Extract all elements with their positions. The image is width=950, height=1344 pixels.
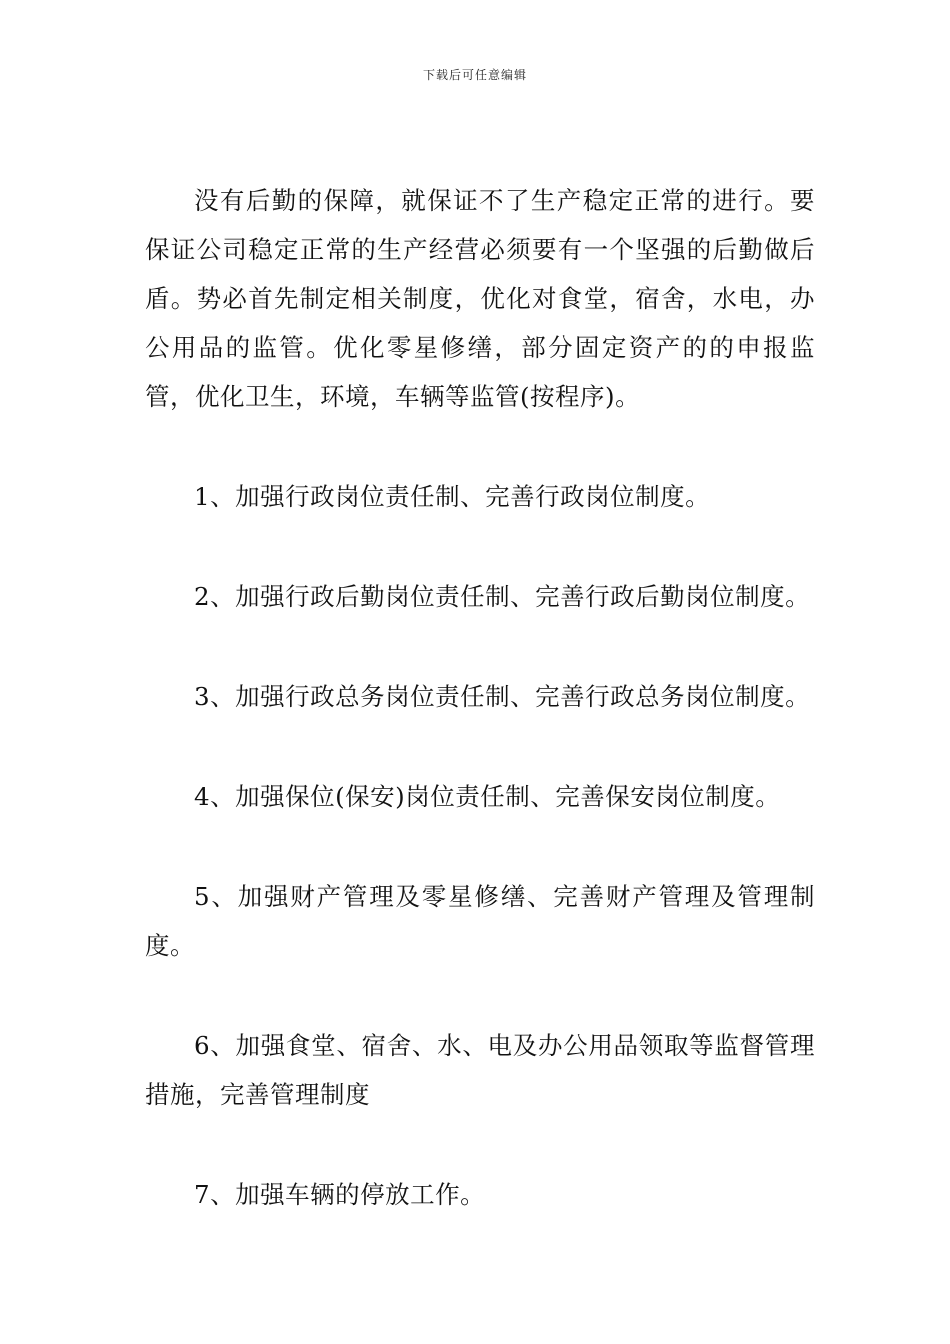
header-note: 下载后可任意编辑 (422, 68, 527, 82)
document-body (145, 176, 815, 1219)
list-item: 5、加强财产管理及零星修缮、完善财产管理及管理制度。 (145, 882, 815, 960)
list-item: 3、加强行政总务岗位责任制、完善行政总务岗位制度。 (194, 682, 811, 711)
list-item: 2、加强行政后勤岗位责任制、完善行政后勤岗位制度。 (194, 582, 811, 611)
list-item: 4、加强保位(保安)岗位责任制、完善保安岗位制度。 (194, 782, 781, 811)
list-item: 1、加强行政岗位责任制、完善行政岗位制度。 (194, 482, 711, 511)
list-item: 6、加强食堂、宿舍、水、电及办公用品领取等监督管理措施，完善管理制度 (145, 1031, 815, 1109)
list-item: 7、加强车辆的停放工作。 (194, 1180, 486, 1209)
intro-paragraph: 没有后勤的保障，就保证不了生产稳定正常的进行。要保证公司稳定正常的生产经营必须要有一个坚强的后勤做后盾。势必首先制定相关制度，优化对食堂，宿舍，水电，办公用品的监管。优化零星修缮，部分固定资产的的申报监管，优化卫生，环境，车辆等监管(按程序)。 (145, 186, 815, 411)
